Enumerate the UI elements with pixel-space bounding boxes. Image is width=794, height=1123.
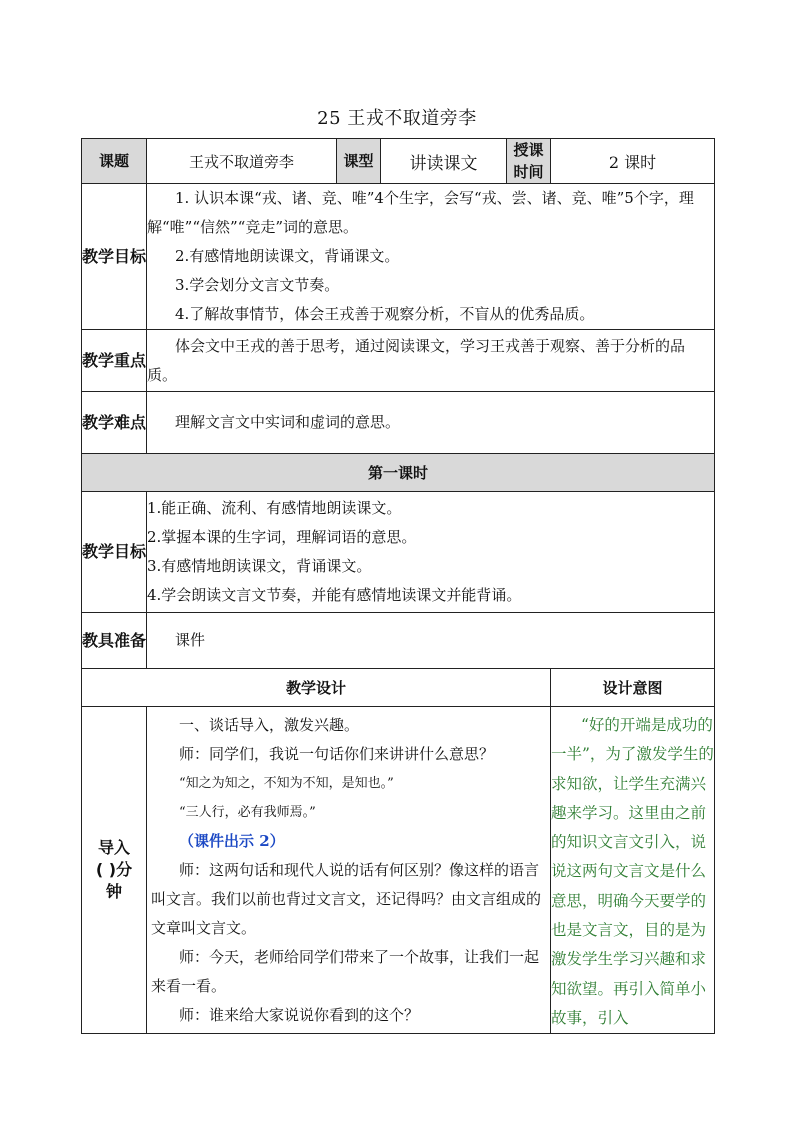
key-points-text: 体会文中王戎的善于思考，通过阅读课文，学习王戎善于观察、善于分析的品质。: [147, 336, 686, 384]
goals-content: [147, 184, 715, 330]
intro-line: “知之为知之，不知为不知，是知也。”: [179, 776, 394, 791]
intro-line: 师：这两句话和现代人说的话有何区别？像这样的语言叫文言。我们以前也背过文言文，还记得吗？由文言组成的文章叫文言文。: [151, 861, 542, 937]
intent-header: 设计意图: [551, 669, 715, 707]
lesson1-goal-line: 3.有感情地朗读课文，背诵课文。: [147, 557, 372, 575]
intro-cue: （课件出示 2）: [179, 832, 285, 850]
lesson1-heading-row: [82, 454, 715, 492]
type-value: 讲读课文: [381, 139, 507, 184]
topic-value: 王戎不取道旁李: [147, 139, 337, 184]
lesson-plan-table: [81, 138, 715, 1034]
design-header: 教学设计: [82, 669, 551, 707]
intro-label-top: 导入: [97, 838, 130, 858]
lesson1-goal-line: 1.能正确、流利、有感情地朗读课文。: [147, 499, 402, 517]
topic-label: 课题: [82, 139, 147, 184]
lesson1-goal-line: 2.掌握本课的生字词，理解词语的意思。: [147, 528, 417, 546]
time-label: 授课时间: [507, 139, 551, 184]
key-points-label: 教学重点: [82, 330, 147, 392]
intro-label-bottom: 钟: [105, 882, 122, 902]
intro-line: 一、谈话导入，激发兴趣。: [179, 716, 360, 734]
intro-intent-content: [551, 707, 715, 1034]
difficulties-content: [147, 392, 715, 454]
time-value: 2 课时: [551, 139, 715, 184]
tools-content: [147, 613, 715, 669]
difficulties-row: [82, 392, 715, 454]
tools-text: 课件: [175, 631, 206, 649]
lesson1-goals-content: [147, 492, 715, 613]
intro-line: 师：今天，老师给同学们带来了一个故事，让我们一起来看一看。: [151, 948, 540, 995]
intro-line: “三人行，必有我师焉。”: [179, 805, 316, 820]
goal-line: 4.了解故事情节，体会王戎善于观察分析，不盲从的优秀品质。: [175, 305, 595, 323]
lesson1-heading: 第一课时: [82, 454, 715, 492]
design-header-row: [82, 669, 715, 707]
type-label: 课型: [337, 139, 381, 184]
intro-line: 师：同学们，我说一句话你们来讲讲什么意思？: [179, 745, 495, 763]
header-row: [82, 139, 715, 184]
intro-label: [82, 707, 147, 1034]
key-points-content: [147, 330, 715, 392]
intro-line: 师：谁来给大家说说你看到的这个？: [179, 1006, 420, 1024]
goal-line: 2.有感情地朗读课文，背诵课文。: [175, 247, 400, 265]
intro-label-minutes: ( )分: [95, 860, 133, 880]
tools-label: 教具准备: [82, 613, 147, 669]
goals-label: 教学目标: [82, 184, 147, 330]
goals-row: [82, 184, 715, 330]
tools-row: [82, 613, 715, 669]
intro-row: [82, 707, 715, 1034]
goal-line: 1. 认识本课“戎、诸、竞、唯”4个生字，会写“戎、尝、诸、竞、唯”5个字，理解“唯”“信然”“竞走”词的意思。: [147, 189, 694, 236]
intro-intent-text: “好的开端是成功的一半”，为了激发学生的求知欲，让学生充满兴趣来学习。这里由之前的知识文言文引入，说说这两句文言文是什么意思，明确今天要学的也是文言文，目的是为激发学生学习兴趣和求知欲望。再引入简单小故事，引入: [551, 716, 714, 1027]
difficulties-text: 理解文言文中实词和虚词的意思。: [175, 413, 401, 431]
goal-line: 3.学会划分文言文节奏。: [175, 276, 340, 294]
lesson1-goals-label: 教学目标: [82, 492, 147, 613]
lesson1-goal-line: 4.学会朗读文言文节奏，并能有感情地读课文并能背诵。: [147, 586, 522, 604]
difficulties-label: 教学难点: [82, 392, 147, 454]
lesson1-goals-row: [82, 492, 715, 613]
key-points-row: [82, 330, 715, 392]
intro-design-content: [147, 707, 551, 1034]
document-title: 25 王戎不取道旁李: [317, 108, 477, 129]
